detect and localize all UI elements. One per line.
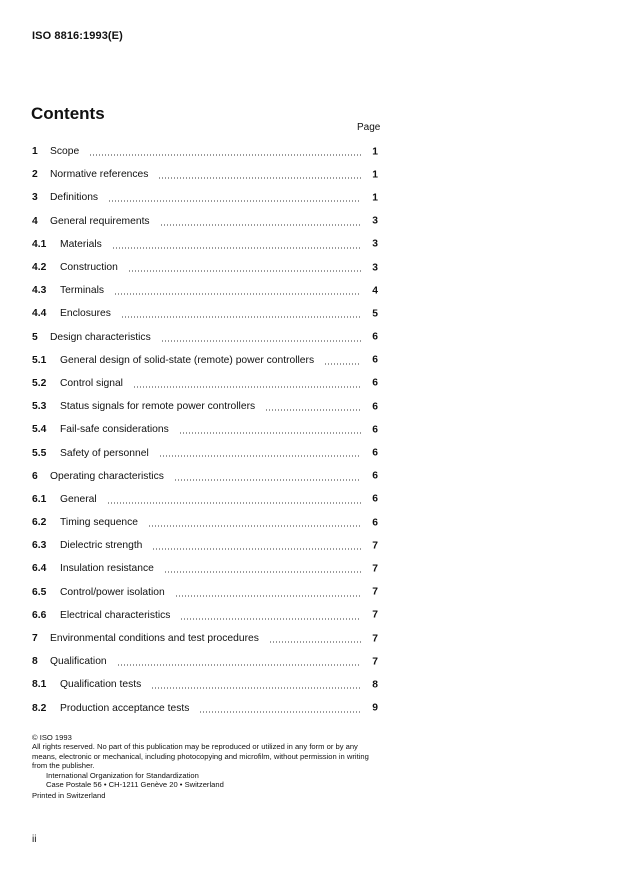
dot-leader: [108, 200, 361, 202]
toc-entry-page: 3: [372, 262, 378, 274]
toc-entry-page: 5: [372, 308, 378, 320]
toc-entry-page: 7: [372, 656, 378, 668]
toc-entry-page: 6: [372, 470, 378, 482]
toc-entry-number: 6.4: [32, 563, 47, 575]
toc-entry-label: General requirements: [50, 215, 150, 227]
toc-entry-number: 8.2: [32, 702, 47, 714]
dot-leader: [158, 177, 361, 179]
toc-entry-number: 6.2: [32, 517, 47, 529]
printed-in: Printed in Switzerland: [32, 791, 106, 801]
toc-entry-number: 6.3: [32, 540, 47, 552]
toc-entry-number: 6.6: [32, 609, 47, 621]
dot-leader: [151, 687, 361, 689]
toc-entry-page: 1: [372, 169, 378, 181]
toc-entry-number: 4.3: [32, 285, 47, 297]
toc-entry[interactable]: [32, 557, 378, 580]
rights-statement: All rights reserved. No part of this publication may be reproduced or utilized in any form or by any means, electronic or mechanical, including photocopying and microfilm, without permission in writing from the publisher.: [32, 742, 369, 771]
toc-entry-label: Construction: [60, 262, 118, 274]
toc-entry-number: 2: [32, 169, 38, 181]
toc-entry-page: 1: [372, 146, 378, 158]
toc-entry-page: 6: [372, 424, 378, 436]
toc-entry[interactable]: [32, 465, 378, 488]
toc-entry-page: 7: [372, 633, 378, 645]
toc-entry-page: 6: [372, 331, 378, 343]
toc-entry-page: 7: [372, 540, 378, 552]
toc-entry-number: 5.1: [32, 354, 47, 366]
dot-leader: [121, 316, 361, 318]
toc-entry[interactable]: [32, 349, 378, 372]
toc-entry-label: General: [60, 493, 97, 505]
toc-entry-number: 4.2: [32, 262, 47, 274]
dot-leader: [174, 479, 361, 481]
toc-entry-number: 8: [32, 656, 38, 668]
toc-entry-number: 4: [32, 215, 38, 227]
toc-entry-page: 7: [372, 563, 378, 575]
toc-entry[interactable]: [32, 210, 378, 233]
toc-entry-page: 3: [372, 215, 378, 227]
document-id-header: ISO 8816:1993(E): [32, 30, 123, 42]
toc-entry-number: 5.3: [32, 401, 47, 413]
dot-leader: [128, 270, 361, 272]
toc-entry-label: Terminals: [60, 285, 105, 297]
toc-entry-label: Electrical characteristics: [60, 609, 171, 621]
organization-address: Case Postale 56 • CH-1211 Genève 20 • Switzerland: [46, 780, 224, 790]
toc-entry[interactable]: [32, 326, 378, 349]
copyright-notice: [32, 733, 384, 801]
toc-entry-label: Fail-safe considerations: [60, 424, 169, 436]
toc-entry-page: 1: [372, 192, 378, 204]
toc-entry-label: Design characteristics: [50, 331, 151, 343]
toc-entry[interactable]: [32, 488, 378, 511]
dot-leader: [112, 247, 361, 249]
dot-leader: [107, 502, 361, 504]
toc-entry-number: 5.5: [32, 447, 47, 459]
toc-entry-number: 3: [32, 192, 38, 204]
toc-entry[interactable]: [32, 697, 378, 720]
toc-entry-number: 6.5: [32, 586, 47, 598]
toc-entry-label: Definitions: [50, 192, 99, 204]
toc-entry-number: 6.1: [32, 493, 47, 505]
toc-entry-label: Timing sequence: [60, 517, 139, 529]
dot-leader: [324, 363, 361, 365]
dot-leader: [175, 595, 361, 597]
toc-entry-number: 6: [32, 470, 38, 482]
dot-leader: [152, 548, 361, 550]
toc-entry[interactable]: [32, 673, 378, 696]
toc-entry-page: 6: [372, 447, 378, 459]
toc-entry-label: Normative references: [50, 169, 149, 181]
toc-entry[interactable]: [32, 279, 378, 302]
toc-entry[interactable]: [32, 186, 378, 209]
toc-entry[interactable]: [32, 163, 378, 186]
toc-entry-page: 6: [372, 354, 378, 366]
toc-entry[interactable]: [32, 441, 378, 464]
toc-entry[interactable]: [32, 581, 378, 604]
toc-entry-label: Qualification: [50, 656, 107, 668]
toc-entry-number: 5: [32, 331, 38, 343]
toc-entry-label: Control signal: [60, 377, 123, 389]
toc-entry[interactable]: [32, 511, 378, 534]
toc-entry-label: Status signals for remote power controllers: [60, 401, 256, 413]
copyright-line: © ISO 1993: [32, 733, 72, 742]
toc-entry[interactable]: [32, 395, 378, 418]
dot-leader: [265, 409, 361, 411]
toc-entry-label: Qualification tests: [60, 679, 142, 691]
page-column-label: Page: [357, 122, 381, 133]
toc-entry-number: 5.2: [32, 377, 47, 389]
dot-leader: [164, 571, 361, 573]
toc-entry-page: 6: [372, 401, 378, 413]
toc-entry-label: Control/power isolation: [60, 586, 165, 598]
toc-entry-page: 4: [372, 285, 378, 297]
dot-leader: [180, 618, 361, 620]
toc-entry[interactable]: [32, 302, 378, 325]
toc-entry[interactable]: [32, 140, 378, 163]
toc-entry-label: Scope: [50, 146, 80, 158]
organization-name: International Organization for Standardization: [46, 770, 199, 780]
dot-leader: [148, 525, 361, 527]
toc-entry-number: 4.4: [32, 308, 47, 320]
dot-leader: [89, 154, 361, 156]
toc-entry-number: 4.1: [32, 238, 47, 250]
toc-entry[interactable]: [32, 233, 378, 256]
toc-entry[interactable]: [32, 627, 378, 650]
page-number: ii: [32, 834, 37, 845]
toc-entry-page: 6: [372, 377, 378, 389]
dot-leader: [269, 641, 361, 643]
toc-entry[interactable]: [32, 650, 378, 673]
toc-entry[interactable]: [32, 604, 378, 627]
toc-entry-page: 6: [372, 493, 378, 505]
toc-entry-number: 5.4: [32, 424, 47, 436]
toc-entry-label: Production acceptance tests: [60, 702, 190, 714]
dot-leader: [160, 224, 361, 226]
dot-leader: [114, 293, 361, 295]
toc-entry-label: Dielectric strength: [60, 540, 143, 552]
toc-entry-label: Enclosures: [60, 308, 111, 320]
toc-entry-label: Safety of personnel: [60, 447, 149, 459]
toc-entry-page: 9: [372, 702, 378, 714]
toc-entry[interactable]: [32, 372, 378, 395]
dot-leader: [161, 340, 361, 342]
dot-leader: [199, 711, 361, 713]
dot-leader: [179, 432, 361, 434]
toc-entry-number: 7: [32, 633, 38, 645]
contents-title: Contents: [31, 104, 105, 123]
toc-entry-number: 1: [32, 146, 38, 158]
toc-entry[interactable]: [32, 418, 378, 441]
toc-entry-page: 7: [372, 586, 378, 598]
toc-entry-page: 6: [372, 517, 378, 529]
toc-entry-page: 3: [372, 238, 378, 250]
toc-entry-page: 7: [372, 609, 378, 621]
dot-leader: [159, 455, 361, 457]
toc-entry[interactable]: [32, 256, 378, 279]
toc-entry-number: 8.1: [32, 679, 47, 691]
toc-entry-label: Materials: [60, 238, 102, 250]
toc-entry-label: General design of solid-state (remote) power controllers: [60, 354, 315, 366]
toc-entry-page: 8: [372, 679, 378, 691]
dot-leader: [117, 664, 361, 666]
table-of-contents: [32, 140, 378, 720]
toc-entry-label: Insulation resistance: [60, 563, 154, 575]
dot-leader: [133, 386, 361, 388]
toc-entry-label: Operating characteristics: [50, 470, 164, 482]
toc-entry[interactable]: [32, 534, 378, 557]
toc-entry-label: Environmental conditions and test procedures: [50, 633, 259, 645]
